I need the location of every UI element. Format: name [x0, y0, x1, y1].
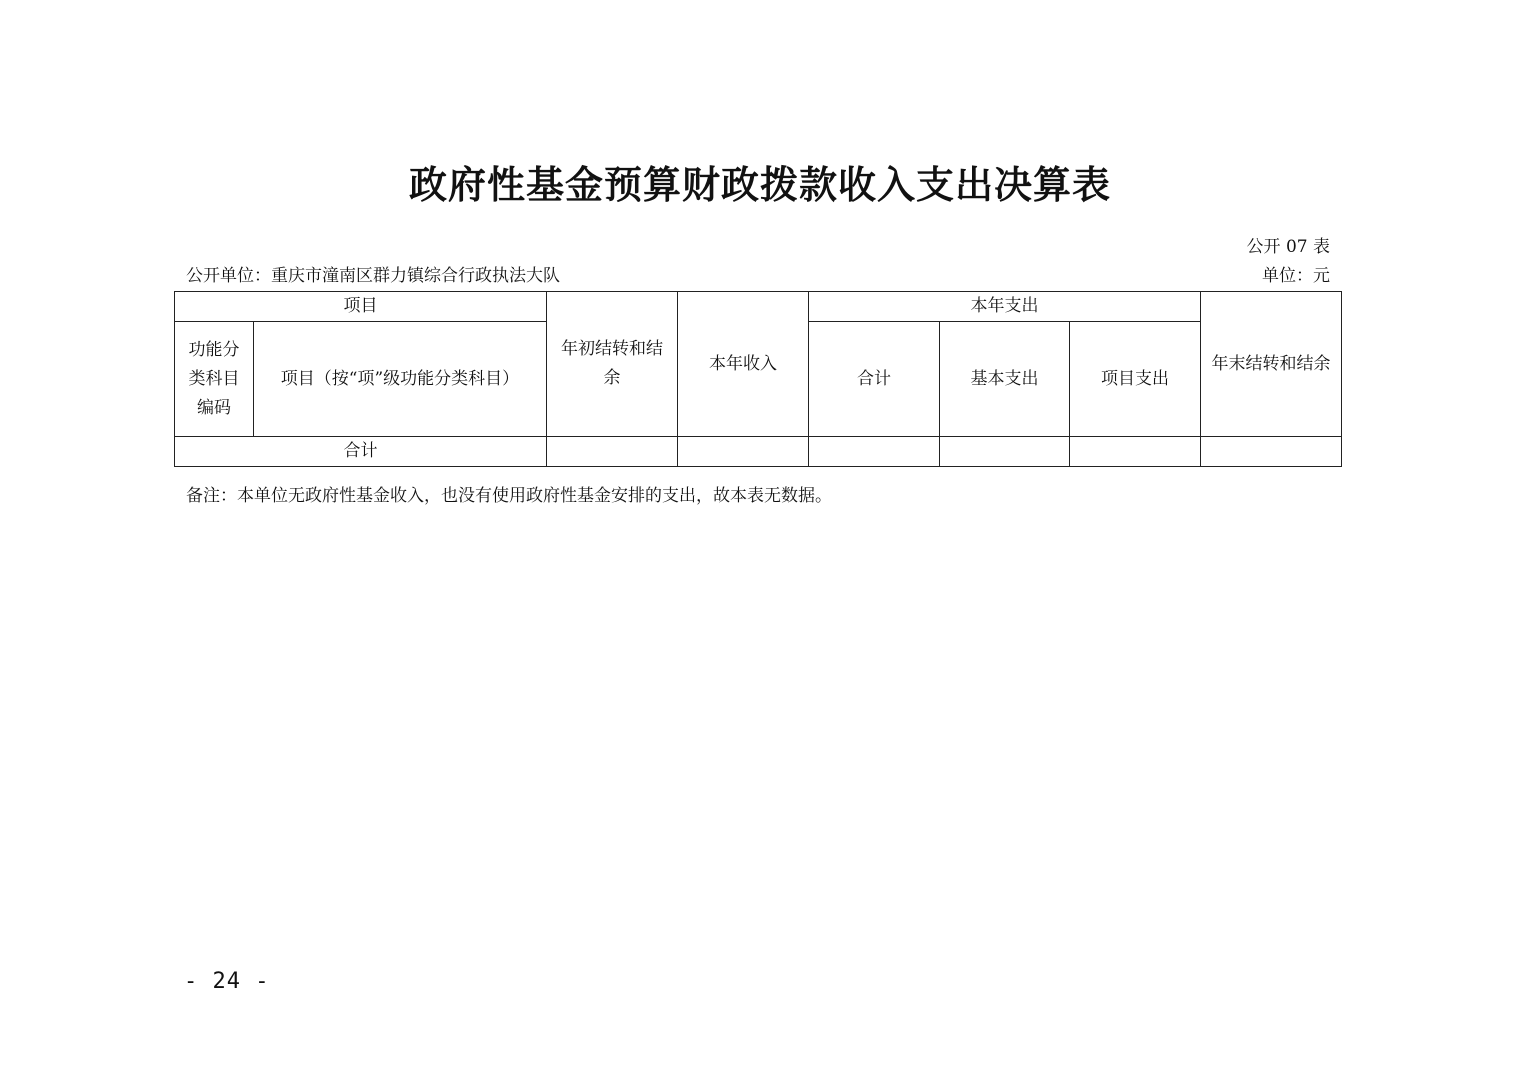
total-income	[678, 437, 809, 467]
currency-unit: 单位：元	[1262, 266, 1330, 286]
total-exp-project	[1070, 437, 1201, 467]
header-closing-balance: 年末结转和结余	[1201, 292, 1342, 437]
header-expenditure-group: 本年支出	[809, 292, 1201, 322]
page-number: - 24 -	[184, 969, 270, 994]
total-row-label: 合计	[175, 437, 547, 467]
total-exp-basic	[940, 437, 1070, 467]
total-row	[175, 437, 1342, 467]
table-note: 备注：本单位无政府性基金收入，也没有使用政府性基金安排的支出，故本表无数据。	[186, 486, 832, 506]
header-opening-balance: 年初结转和结余	[547, 292, 678, 437]
budget-table	[174, 291, 1342, 467]
header-exp-basic: 基本支出	[940, 322, 1070, 437]
total-closing-balance	[1201, 437, 1342, 467]
form-number: 公开 07 表	[1246, 237, 1330, 257]
page-title: 政府性基金预算财政拨款收入支出决算表	[408, 162, 1111, 207]
header-row-1	[175, 292, 1342, 322]
header-income: 本年收入	[678, 292, 809, 437]
header-item-group: 项目	[175, 292, 547, 322]
header-item-name: 项目（按“项”级功能分类科目）	[254, 322, 547, 437]
total-exp-total	[809, 437, 940, 467]
header-func-code: 功能分类科目编码	[175, 322, 254, 437]
header-exp-project: 项目支出	[1070, 322, 1201, 437]
header-exp-total: 合计	[809, 322, 940, 437]
total-opening-balance	[547, 437, 678, 467]
reporting-unit: 公开单位：重庆市潼南区群力镇综合行政执法大队	[186, 266, 560, 286]
